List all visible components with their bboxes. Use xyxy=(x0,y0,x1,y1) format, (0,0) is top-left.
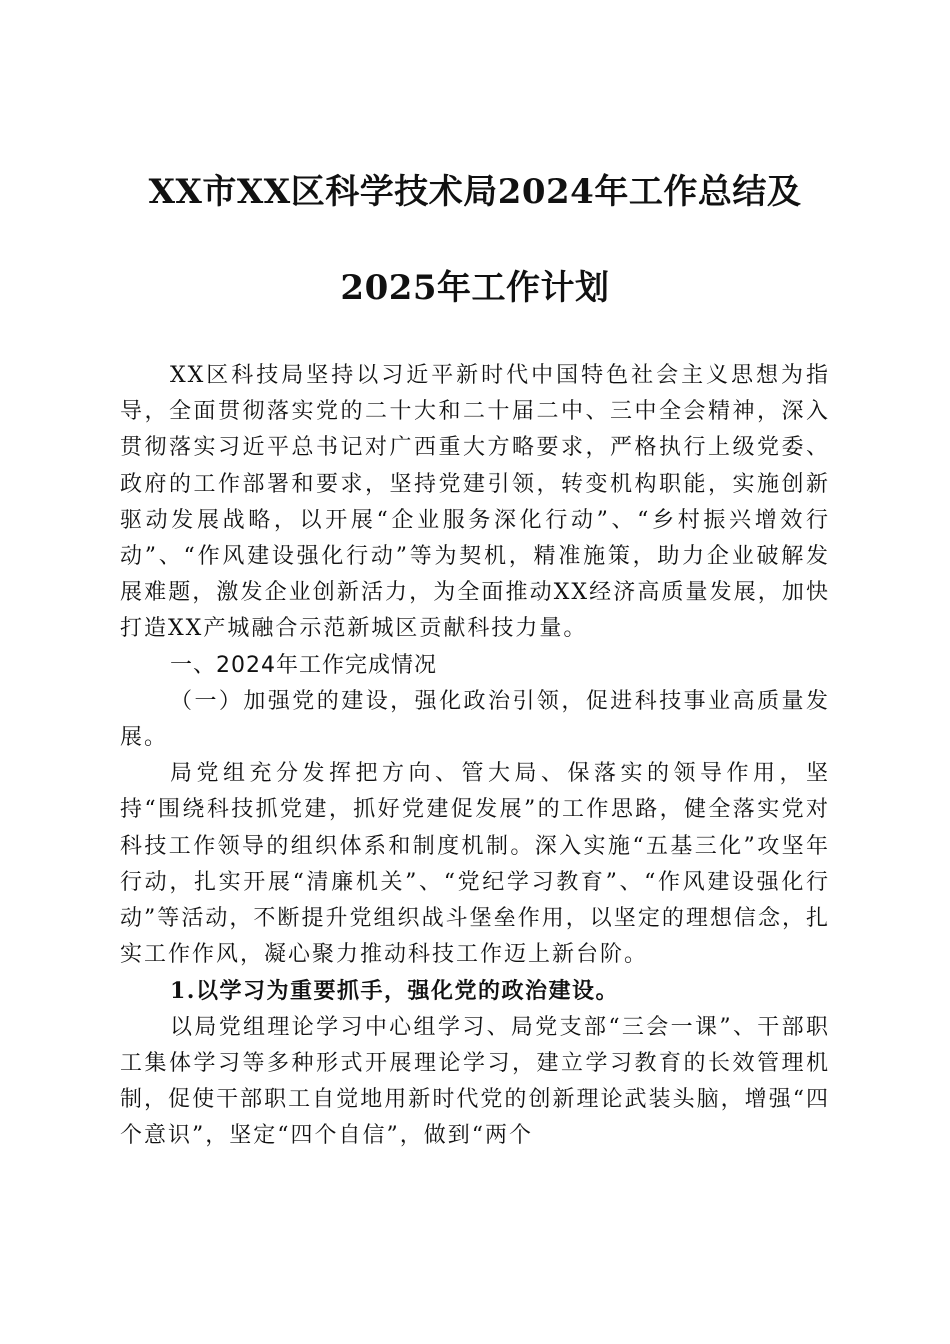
intro-paragraph: XX区科技局坚持以习近平新时代中国特色社会主义思想为指导，全面贯彻落实党的二十大和二十届二中、三中全会精神，深入贯彻落实习近平总书记对广西重大方略要求，严格执行上级党委、政府的工作部署和要求，坚持党建引领，转变机构职能，实施创新驱动发展战略，以开展“企业服务深化行动”、“乡村振兴增效行动”、“作风建设强化行动”等为契机，精准施策，助力企业破解发展难题，激发企业创新活力，为全面推动XX经济高质量发展，加快打造XX产城融合示范新城区贡献科技力量。 xyxy=(120,363,830,642)
document-body xyxy=(120,358,830,1154)
item-heading-1: 1.以学习为重要抓手，强化党的政治建设。 xyxy=(170,978,619,1005)
section-heading-1: 一、2024年工作完成情况 xyxy=(170,652,437,678)
document-title-line-2: 2025年工作计划 xyxy=(340,268,610,308)
subsection-paragraph-1: 局党组充分发挥把方向、管大局、保落实的领导作用，坚持“围绕科技抓党建，抓好党建促发展”的工作思路，健全落实党对科技工作领导的组织体系和制度机制。深入实施“五基三化”攻坚年行动，扎实开展“清廉机关”、“党纪学习教育”、“作风建设强化行动”等活动，不断提升党组织战斗堡垒作用，以坚定的理想信念，扎实工作作风，凝心聚力推动科技工作迈上新台阶。 xyxy=(120,761,830,968)
document-title-line-1: XX市XX区科学技术局2024年工作总结及 xyxy=(148,172,802,212)
subsection-heading-1: （一）加强党的建设，强化政治引领，促进科技事业高质量发展。 xyxy=(120,688,830,751)
item-paragraph-1: 以局党组理论学习中心组学习、局党支部“三会一课”、干部职工集体学习等多种形式开展理论学习，建立学习教育的长效管理机制，促使干部职工自觉地用新时代党的创新理论武装头脑，增强“四个意识”，坚定“四个自信”，做到“两个 xyxy=(120,1014,830,1149)
